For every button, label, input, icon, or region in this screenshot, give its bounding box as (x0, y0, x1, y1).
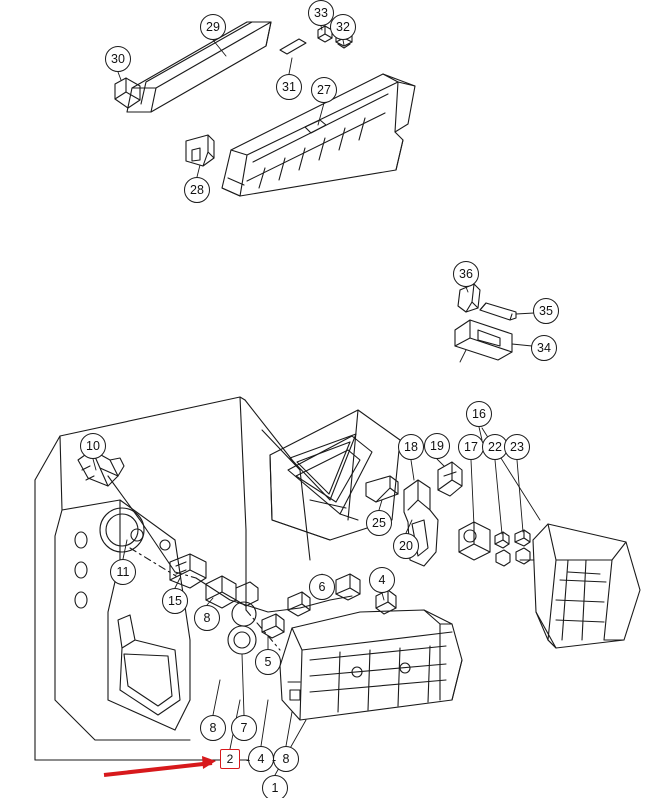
callout-17: 17 (458, 434, 484, 460)
part-30-end-cap (115, 78, 140, 108)
callout-8-lower: 8 (200, 715, 226, 741)
callout-4-upper: 4 (369, 567, 395, 593)
callout-2-highlighted: 2 (220, 749, 240, 769)
part-1-tail-light-body (280, 610, 462, 720)
part-16-tail-light (533, 524, 640, 648)
callout-8-harness: 8 (194, 605, 220, 631)
callout-16: 16 (466, 401, 492, 427)
triangle-reflector (290, 434, 356, 500)
callout-6: 6 (309, 574, 335, 600)
callout-36: 36 (453, 261, 479, 287)
callout-35: 35 (533, 298, 559, 324)
callout-4-lower: 4 (248, 746, 274, 772)
callout-15: 15 (162, 588, 188, 614)
part-36-clip (458, 284, 480, 312)
callout-28: 28 (184, 177, 210, 203)
callout-19: 19 (424, 433, 450, 459)
callout-23: 23 (504, 434, 530, 460)
callout-33: 33 (308, 0, 334, 26)
part-28-bracket (186, 135, 214, 166)
fasteners-17-22-23 (459, 522, 530, 566)
callout-34: 34 (531, 335, 557, 361)
callout-25: 25 (366, 510, 392, 536)
callout-30: 30 (105, 46, 131, 72)
callout-32: 32 (330, 14, 356, 40)
part-35-bulb (480, 303, 516, 320)
highlight-arrow (104, 756, 216, 775)
callout-22: 22 (482, 434, 508, 460)
dash-separator-2: - (272, 753, 277, 767)
part-29-brake-light-housing (127, 22, 271, 112)
part-15-connector (170, 554, 206, 588)
callout-8-bottom: 8 (273, 746, 299, 772)
callout-7: 7 (231, 715, 257, 741)
callout-31: 31 (276, 74, 302, 100)
wiring-harness (108, 476, 352, 650)
callout-27: 27 (311, 77, 337, 103)
callout-5: 5 (255, 649, 281, 675)
part-25-connector (366, 476, 398, 502)
callout-18: 18 (398, 434, 424, 460)
part-31-lens-slot (280, 39, 306, 54)
callout-29: 29 (200, 14, 226, 40)
callout-1: 1 (262, 775, 288, 798)
callout-10: 10 (80, 433, 106, 459)
body-rear-edges (240, 397, 310, 610)
dash-separator-1: - (246, 753, 251, 767)
callout-11: 11 (110, 559, 136, 585)
part-27-connector (305, 120, 326, 133)
callout-20: 20 (393, 533, 419, 559)
